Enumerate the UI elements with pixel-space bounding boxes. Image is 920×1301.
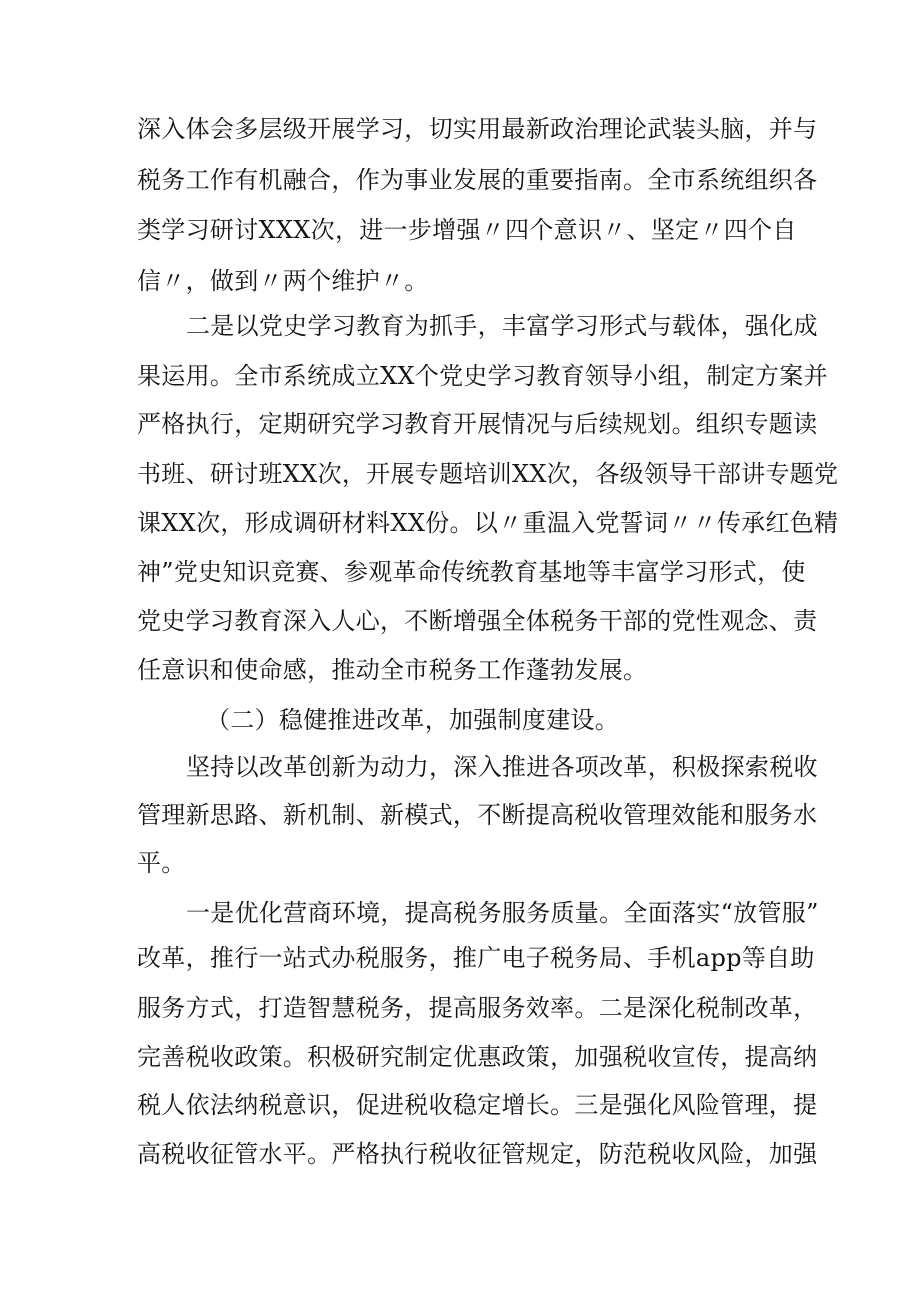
paragraph-2-line-5: 课XX次，形成调研材料XX份。以〃重温入党誓词〃〃传承红色精 (137, 509, 839, 537)
paragraph-2-line-4: 书班、研讨班XX次，开展专题培训XX次，各级领导干部讲专题党 (137, 460, 839, 488)
paragraph-3-line-1: 坚持以改革创新为动力，深入推进各项改革，积极探索税收 (186, 753, 818, 781)
paragraph-2-line-1: 二是以党史学习教育为抓手，丰富学习形式与载体，强化成 (186, 312, 818, 340)
paragraph-4-line-4: 完善税收政策。积极研究制定优惠政策，加强税收宣传，提高纳 (137, 1043, 818, 1071)
paragraph-3-line-3: 平。 (137, 849, 186, 877)
paragraph-4-line-5: 税人依法纳税意识，促进税收稳定增长。三是强化风险管理，提 (137, 1091, 818, 1119)
paragraph-1-line-3: 类学习研讨XXX次，进一步增强〃四个意识〃、坚定〃四个自 (137, 216, 797, 244)
paragraph-2-line-3: 严格执行，定期研究学习教育开展情况与后续规划。组织专题读 (137, 410, 818, 438)
paragraph-3-line-2: 管理新思路、新机制、新模式，不断提高税收管理效能和服务水 (137, 801, 818, 829)
paragraph-4-line-2: 改革，推行一站式办税服务，推广电子税务局、手机app等自助 (137, 944, 815, 972)
paragraph-2-line-2: 果运用。全市系统成立XX个党史学习教育领导小组，制定方案并 (137, 362, 828, 390)
paragraph-4-line-6: 高税收征管水平。严格执行税收征管规定，防范税收风险，加强 (137, 1140, 818, 1168)
paragraph-2-line-6: 神”党史知识竞赛、参观革命传统教育基地等丰富学习形式，使 (137, 558, 806, 586)
paragraph-1-line-1: 深入体会多层级开展学习，切实用最新政治理论武装头脑，并与 (137, 115, 818, 143)
paragraph-2-line-7: 党史学习教育深入人心，不断增强全体税务干部的党性观念、责 (137, 607, 818, 635)
paragraph-4-line-1: 一是优化营商环境，提高税务服务质量。全面落实“放管服” (186, 899, 819, 927)
paragraph-1-line-2: 税务工作有机融合，作为事业发展的重要指南。全市系统组织各 (137, 166, 818, 194)
paragraph-4-line-3: 服务方式，打造智慧税务，提高服务效率。二是深化税制改革， (137, 994, 818, 1022)
paragraph-1-line-4: 信〃，做到〃两个维护〃。 (137, 267, 429, 295)
paragraph-2-line-8: 任意识和使命感，推动全市税务工作蓬勃发展。 (137, 656, 648, 684)
section-heading-2: （二）稳健推进改革，加强制度建设。 (206, 706, 620, 734)
